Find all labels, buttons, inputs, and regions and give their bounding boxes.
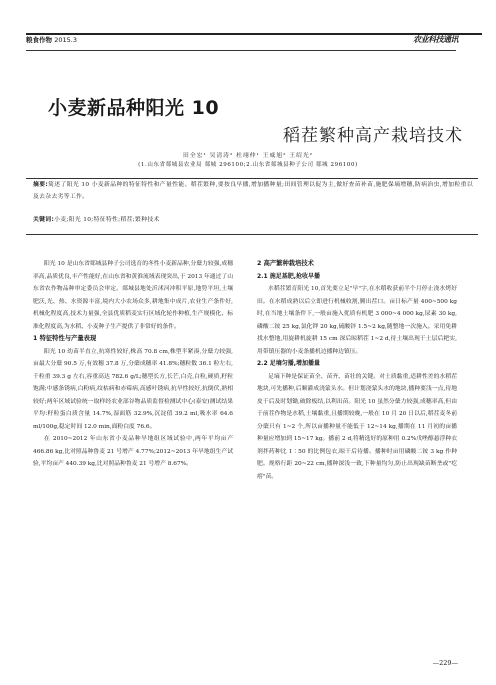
header-divider	[26, 50, 456, 51]
paragraph-fertilizer: 水稻茬繁育阳光 10,首先要立足"早"字,在水稻收获前半个月停止浇水烤好田。在水稻成熟以后立即进行机械收割,腾出茬口。亩日标产量 400~500 kg 时,在当地土壤条件下,一般亩施入优质有机肥 3 000~4 000 kg,尿素 30 kg,磷酸二铵 25 kg,氯化钾 20 kg,硫酸锌 1.5~2 kg,随整地一次施入。采用免耕找水整地,用旋耕机旋耕 15 cm 深后晾稻茬 1~2 d,待土壤出现干土层后耙实,用带镇压器的小麦条播机边播种边镇压。	[257, 286, 457, 355]
subsection-heading-2-2: 2.2 足墒匀播,增加播量	[257, 360, 320, 367]
section-heading-1: 1 特征特性与产量表现	[33, 335, 97, 342]
keywords-label: 关键词:	[33, 217, 55, 223]
author-list: 田全宏¹ 吴清涛² 杜翊仲¹ 王威旭² 王绍光²	[183, 153, 313, 159]
right-column	[257, 258, 457, 483]
paragraph-sowing: 足墒下种是保证苗全、苗齐、苗壮的关键。对土质黏重,适耕性差的水稻茬地块,可先播种,后顺灌成浇蒙头水。但计划浇蒙头水的地块,播种要浅一点,待地皮干后及时划锄,破除板结,以利出苗。阳光 10 虽然分蘖力较强,成穗率高,但由于前茬作物是水稻,土壤黏重,且播期较晚,一般在 10 月 20 日以后,稻茬麦冬前分蘖只有 1~2 个,所以亩播种量不能低于 12~14 kg,播期在 11 月初的亩播种量应增加到 15~17 kg。播前 2 d,将精选好的原种用 0.2%戊唑醇悬浮种衣剂拌药种比 1∶50 的比例包衣,晾干后待播。播种时亩用磷酸二铵 3 kg 作种肥。规格行距 20~22 cm,播种深浅一致,下种量均匀,防止出现缺苗断垄或"疙瘩"苗。	[257, 373, 457, 480]
abstract-text: 简述了阳光 10 小麦新品种的特征特性和产量性能。稻茬繁种,要按良早播,增加播种量;田间管理以促为主,做好查苗补苗,施肥保墒增穗,防病治虫,增加粒重以及去杂去劣等工作。	[33, 182, 473, 200]
paragraph-yield: 在 2010~2012 年山东省小麦品种旱地组区域试验中,两年平均亩产 466.86 kg,比对照品种鲁麦 21 号增产 4.77%;2012~2013 年旱地组生产试验,平均亩产 440.39 kg,比对照品种鲁麦 21 号增产 8.67%。	[33, 436, 233, 467]
subsection-heading-2-1: 2.1 施足基肥,抢收早播	[257, 272, 320, 280]
keywords-block	[33, 215, 473, 227]
page-number: —229—	[432, 659, 458, 667]
abstract-block	[33, 180, 473, 203]
paragraph-traits: 阳光 10 幼苗半直立,抗寒性较好,株高 70.8 cm,株型半紧凑,分蘖力较强,亩最大分蘖 90.5 万,有效穗 37.8 万,分蘖成穗率 41.8%;穗粒数 36.1 粒左右,千粒重 39.3 g 左右,容重高达 782.6 g/L;穗型长方,长芒,白壳,白粒,硬质,籽粒饱满;中感条锈病,白粉病,纹枯病和赤霉病,高感叶锈病,抗旱性较好,抗倒伏,熟相较好;两年区域试验统一取样经农业部谷物品质监督检测试中心(泰安)测试结果平均:籽粒蛋白质含量 14.7%,湿面筋 32.9%,沉淀值 39.2 ml,吸水率 64.6 ml/100g,稳定时间 12.0 min,面粉白度 76.6。	[33, 348, 233, 430]
affiliation: (1.山东省郯城县农业局 郯城 296100;2.山东省郯城县种子公司 郯城 296100)	[138, 162, 358, 168]
abstract-label: 摘要:	[33, 182, 49, 188]
abstract-bottom-rule	[26, 234, 478, 235]
issue-label: 2015.3	[54, 36, 78, 44]
section-heading-2: 2 高产繁种栽培技术	[257, 260, 314, 267]
journal-section	[26, 35, 77, 44]
article-title: 小麦新品种阳光 10	[48, 97, 220, 119]
journal-section-label: 粮食作物	[26, 36, 52, 44]
abstract-top-rule	[26, 178, 478, 179]
intro-paragraph: 阳光 10 是山东省郯城县种子公司选育的冬性小麦新品种,分蘖力较强,成穗率高,品质优良,丰产性能好,在山东省和黄淮流域表现突出,于 2013 年通过了山东省农作物品种审定委员会审定。郯城县地处沂沭河冲积平原,地势平坦,土壤肥沃,光、热、水资源丰富,境内大小农场众多,耕地集中成片,农业生产条件好,机械化程度高,技术力量强,全县优质稻麦实行区域化轮作种植,生产规模化、标准化程度高,为水稻、小麦种子生产提供了非常好的条件。	[33, 261, 233, 330]
keywords-text: 小麦;阳光 10;特征特性;稻茬;繁种技术	[54, 217, 160, 223]
article-subtitle: 稻茬繁种高产栽培技术	[283, 126, 463, 146]
journal-masthead: 农业科技通讯	[413, 34, 458, 44]
left-column	[33, 258, 233, 471]
